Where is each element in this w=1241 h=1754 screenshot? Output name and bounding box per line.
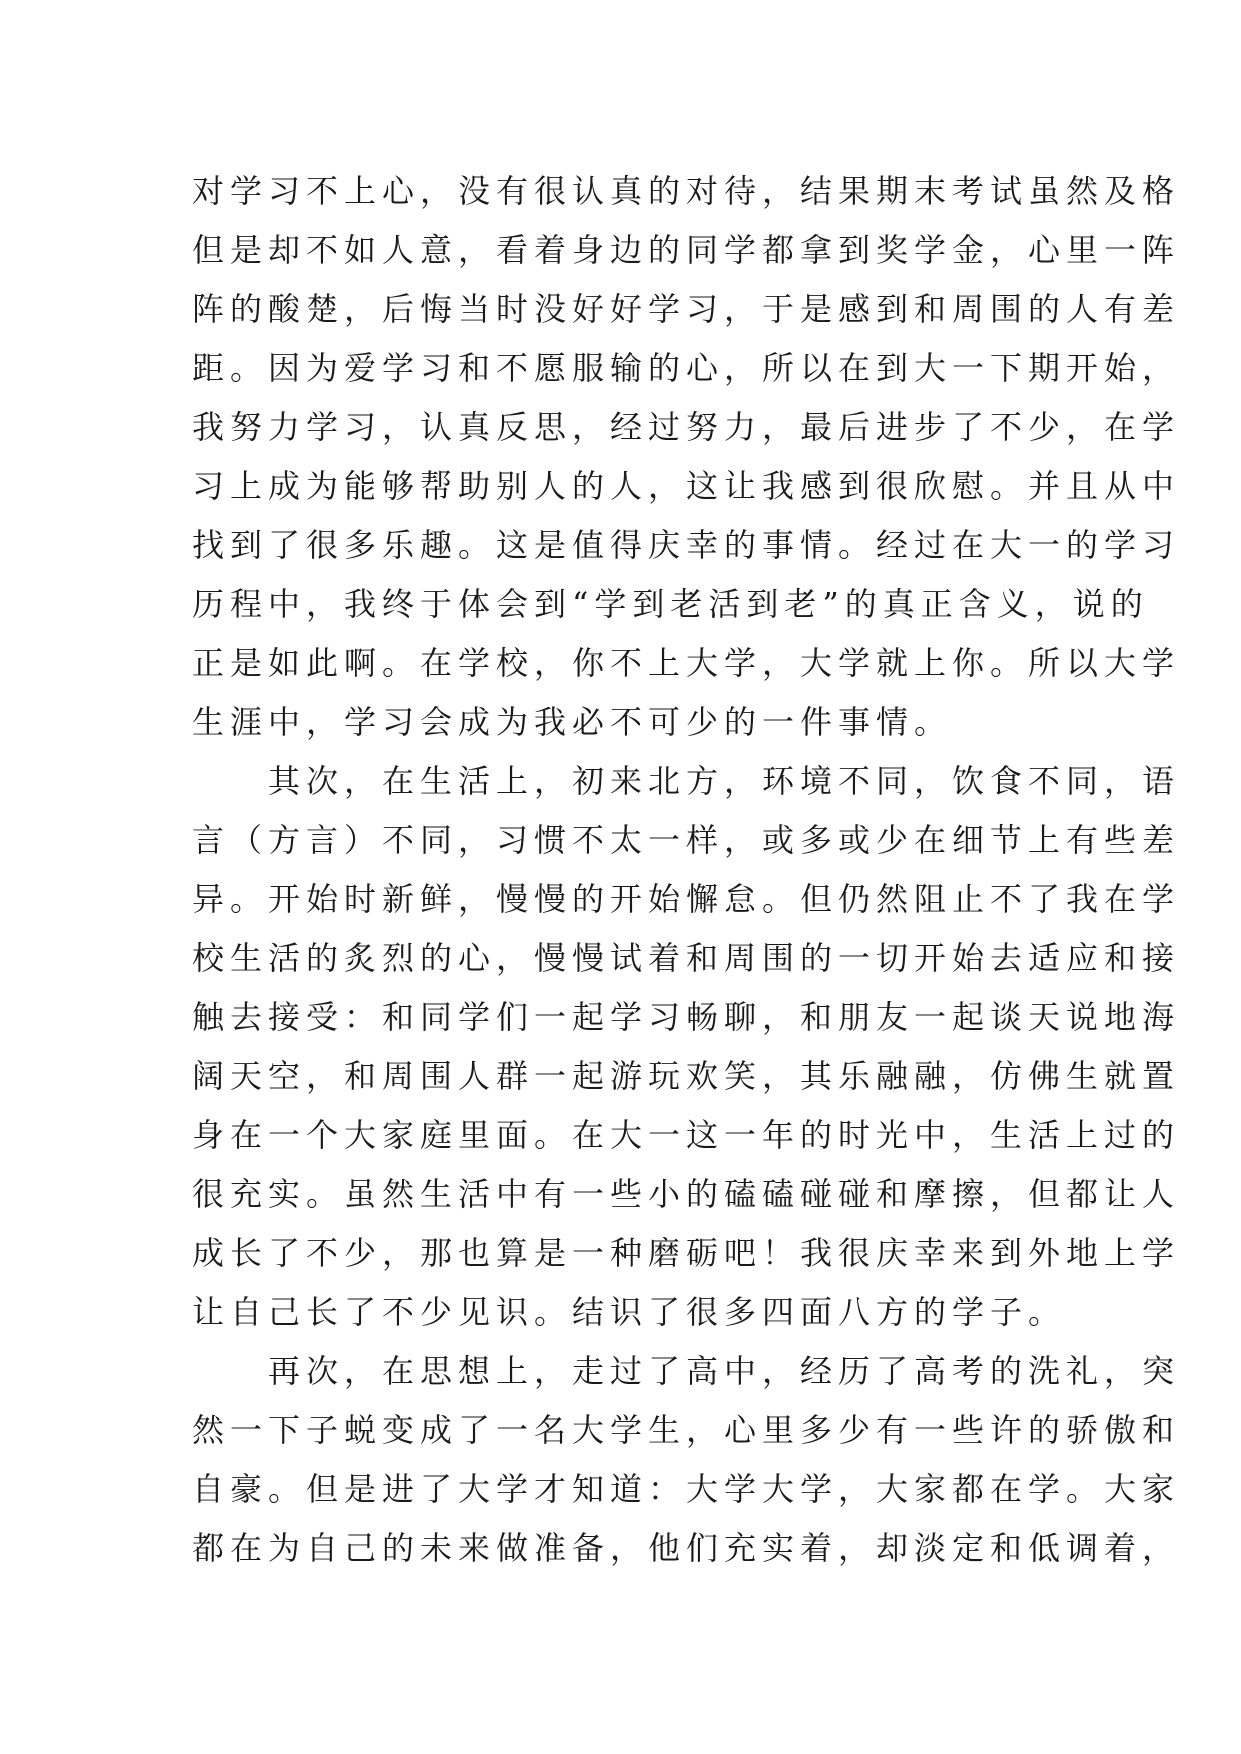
paragraph-start-line: 其次，在生活上，初来北方，环境不同，饮食不同，语 [192,762,1181,800]
text-line: 历程中，我终于体会到“学到老活到老”的真正含义，说的 [192,585,1149,623]
paragraph-start-line: 再次，在思想上，走过了高中，经历了高考的洗礼，突 [192,1352,1181,1390]
text-line: 距。因为爱学习和不愿服输的心，所以在到大一下期开始， [192,349,1181,387]
text-line: 都在为自己的未来做准备，他们充实着，却淡定和低调着， [192,1529,1181,1567]
text-line: 让自己长了不少见识。结识了很多四面八方的学子。 [192,1293,1067,1331]
text-line: 阔天空，和周围人群一起游玩欢笑，其乐融融，仿佛生就置 [192,1057,1181,1095]
body-text [192,162,1181,1578]
text-line: 阵的酸楚，后悔当时没好好学习，于是感到和周围的人有差 [192,290,1181,328]
text-line: 但是却不如人意，看着身边的同学都拿到奖学金，心里一阵 [192,231,1181,269]
text-line: 很充实。虽然生活中有一些小的磕磕碰碰和摩擦，但都让人 [192,1175,1181,1213]
text-line: 习上成为能够帮助别人的人，这让我感到很欣慰。并且从中 [192,467,1181,505]
text-line: 成长了不少，那也算是一种磨砺吧！我很庆幸来到外地上学 [192,1234,1181,1272]
text-line: 对学习不上心，没有很认真的对待，结果期末考试虽然及格 [192,172,1181,210]
text-line: 找到了很多乐趣。这是值得庆幸的事情。经过在大一的学习 [192,526,1181,564]
text-line: 异。开始时新鲜，慢慢的开始懈怠。但仍然阻止不了我在学 [192,880,1181,918]
text-line: 校生活的炙烈的心，慢慢试着和周围的一切开始去适应和接 [192,939,1181,977]
text-line: 触去接受：和同学们一起学习畅聊，和朋友一起谈天说地海 [192,998,1181,1036]
text-line: 然一下子蜕变成了一名大学生，心里多少有一些许的骄傲和 [192,1411,1181,1449]
text-line: 言（方言）不同，习惯不太一样，或多或少在细节上有些差 [192,821,1181,859]
text-line: 身在一个大家庭里面。在大一这一年的时光中，生活上过的 [192,1116,1181,1154]
text-line: 我努力学习，认真反思，经过努力，最后进步了不少，在学 [192,408,1181,446]
text-line: 生涯中，学习会成为我必不可少的一件事情。 [192,703,953,741]
text-line: 正是如此啊。在学校，你不上大学，大学就上你。所以大学 [192,644,1181,682]
text-line: 自豪。但是进了大学才知道：大学大学，大家都在学。大家 [192,1470,1181,1508]
